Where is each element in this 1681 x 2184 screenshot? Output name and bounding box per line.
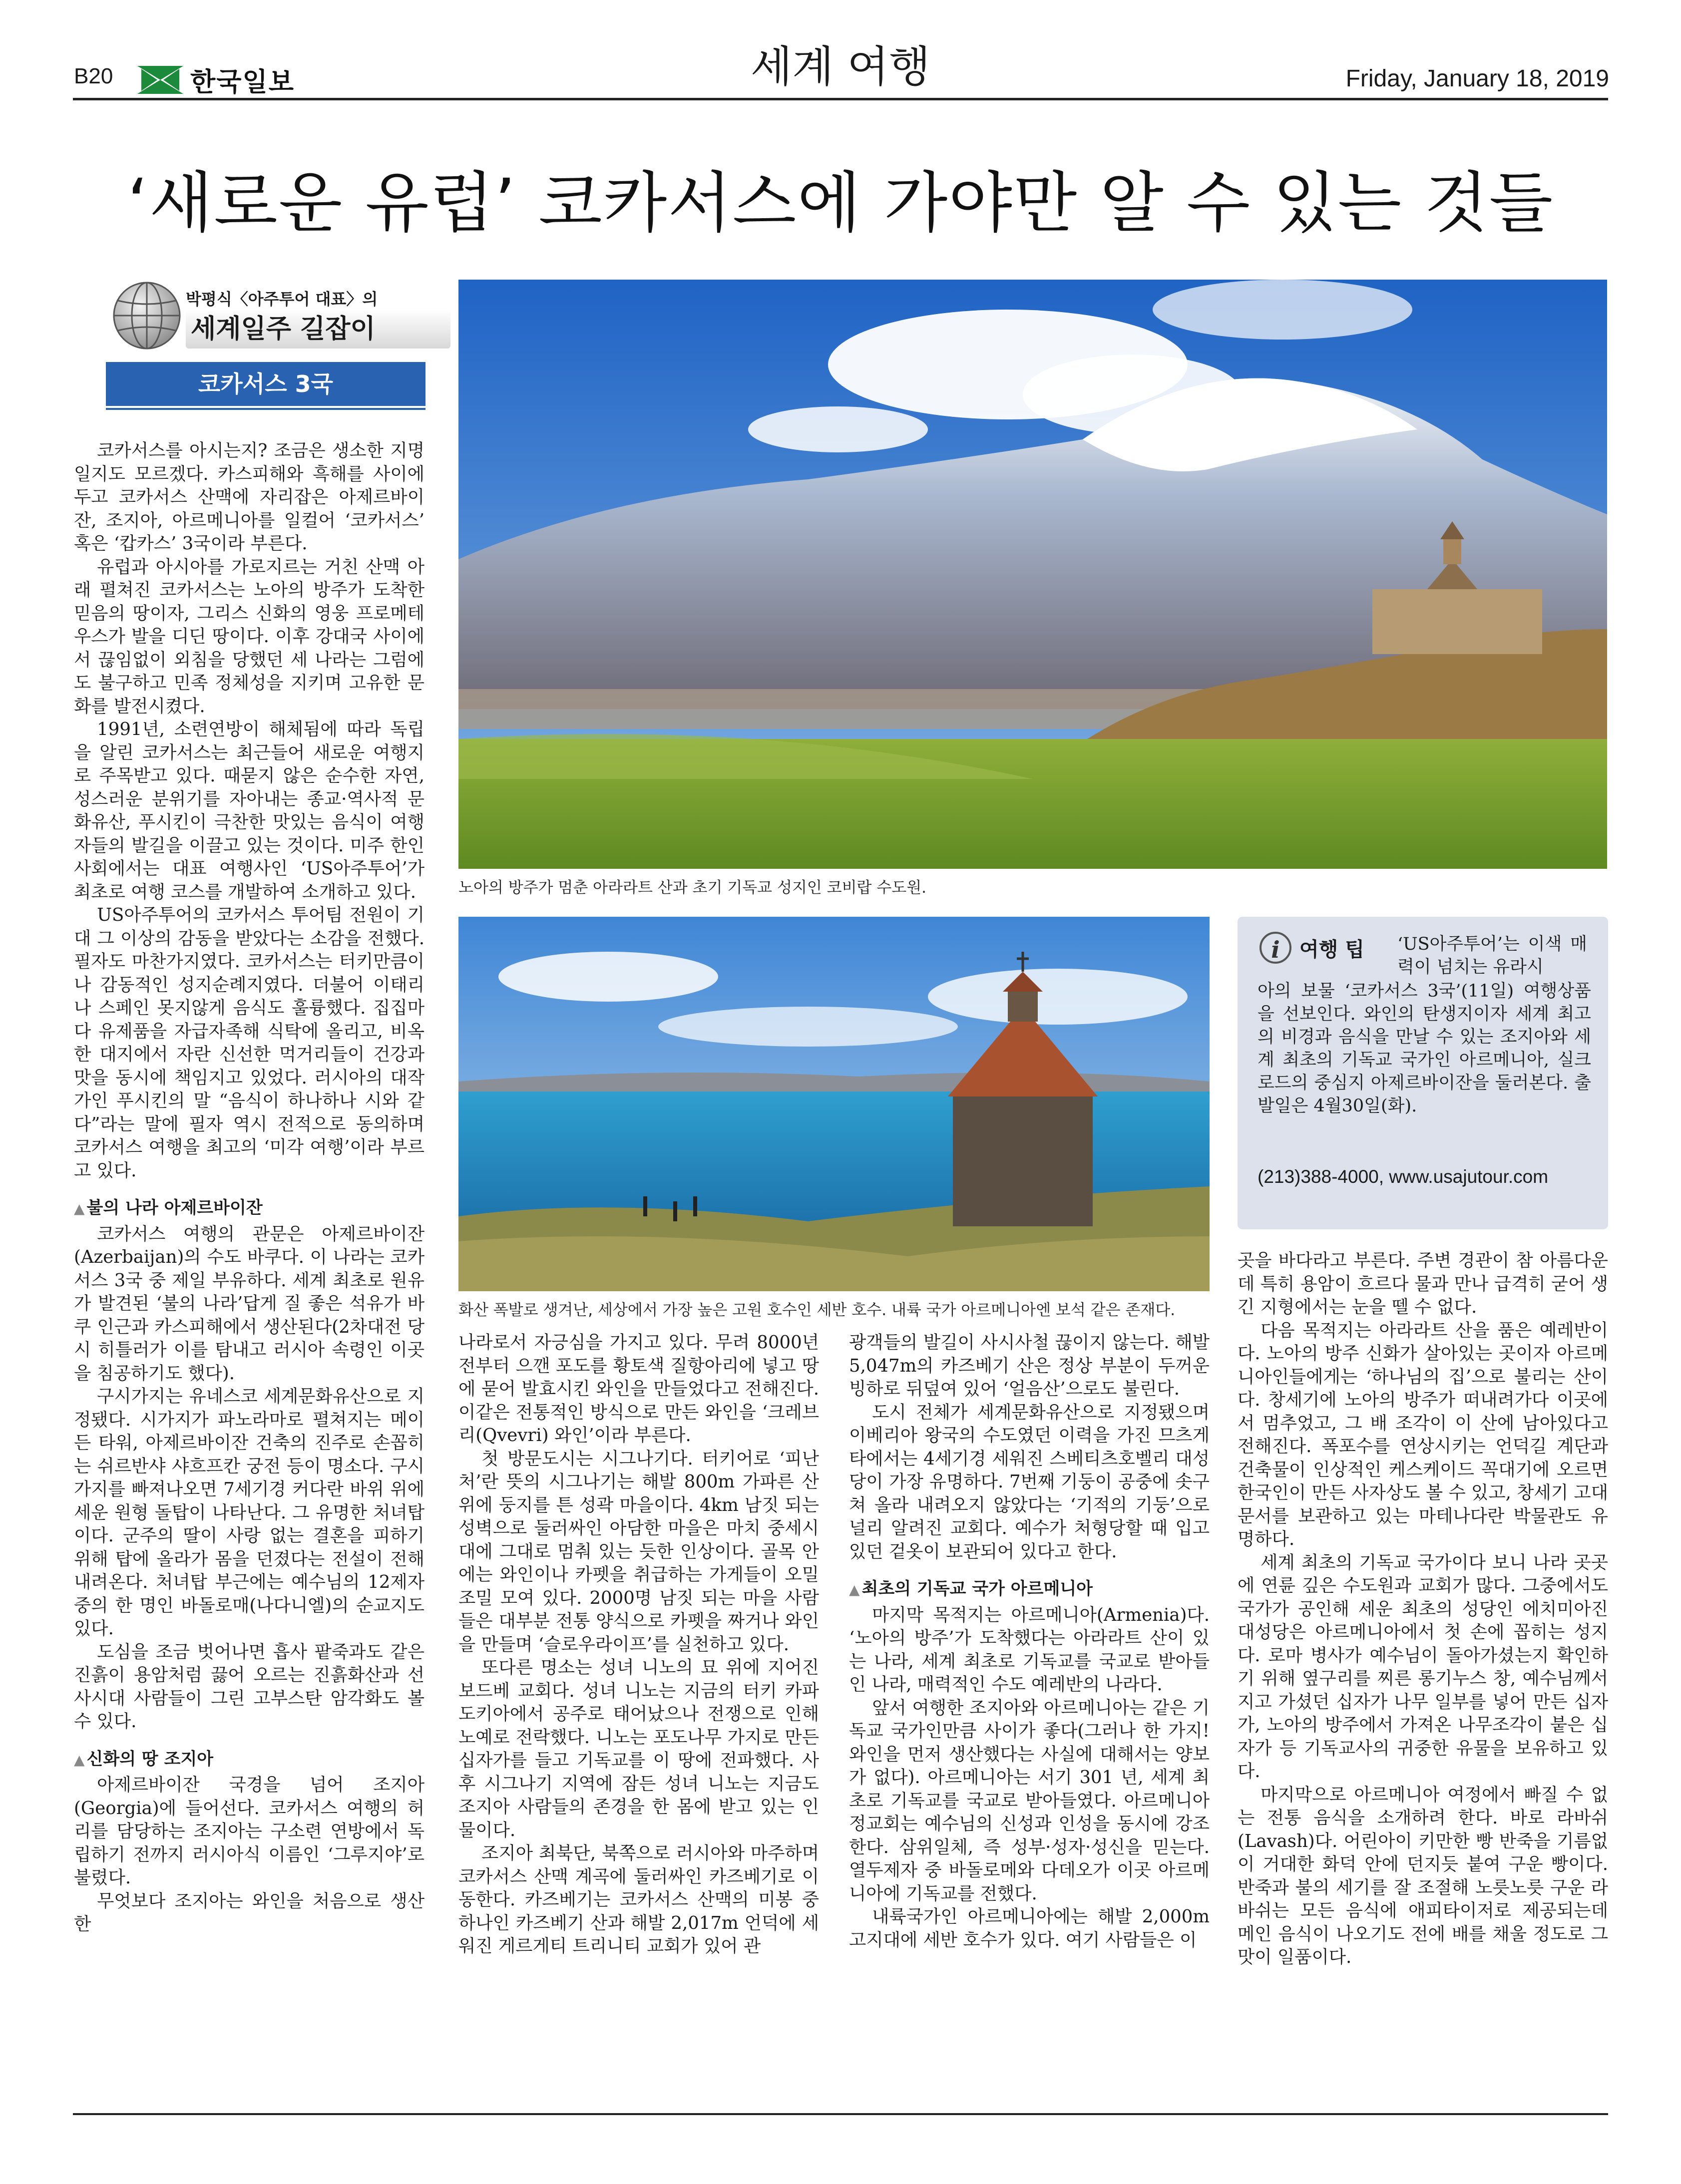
tag-underline [106, 408, 425, 410]
paragraph: 세계 최초의 기독교 국가이다 보니 나라 곳곳에 연륜 깊은 수도원과 교회가 많다. 그중에서도 국가가 공인해 세운 최초의 성당인 에치미아진 대성당은 아르메니아에서 첫 손에 꼽히는 성지다. 로마 병사가 예수님이 돌아가셨는지 확인하기 위해 옆구리를 찌른 롱기누스 창, 예수님께서 지고 가셨던 십자가 나무 일부를 넣어 만든 십자가, 노아의 방주에서 가져온 나무조각이 붙은 십자가 등 기독교사의 귀중한 유물을 보유하고 있다. [1238, 1552, 1608, 1782]
photo-caption-top: 노아의 방주가 멈춘 아라라트 산과 초기 기독교 성지인 코비랍 수도원. [458, 879, 927, 897]
section-title: 세계 여행 [751, 42, 930, 92]
subhead: ▲ 불의 나라 아제르바이잔 [74, 1198, 263, 1218]
paragraph: 나라로서 자긍심을 가지고 있다. 무려 8000년 전부터 으깬 포도를 황토색 질항아리에 넣고 땅에 묻어 발효시킨 와인을 만들었다고 전해진다. 이같은 전통적인 방식으로 만든 와인을 ‘크레브리(Qvevri) 와인’이라 부른다. [458, 1332, 819, 1446]
paragraph: 도심을 조금 벗어나면 흡사 팥죽과도 같은 진흙이 용암처럼 끓어 오르는 진흙화산과 선사시대 사람들이 그린 고부스탄 암각화도 볼 수 있다. [74, 1641, 424, 1732]
column-byline [111, 280, 445, 354]
article-column-1 [74, 439, 424, 1936]
subhead: ▲ 신화의 땅 조지아 [74, 1749, 214, 1769]
paragraph: 곳을 바다라고 부른다. 주변 경관이 참 아름다운데 특히 용암이 흐르다 물과 만나 급격히 굳어 생긴 지형에서는 눈을 뗄 수 없다. [1238, 1250, 1608, 1317]
paragraph: 조지아 최북단, 북쪽으로 러시아와 마주하며 코카서스 산맥 계곡에 둘러싸인 카즈베기로 이동한다. 카즈베기는 코카서스 산맥의 미봉 중 하나인 카즈베기 산과 해발 2,017m 언덕에 세워진 게르게티 트리니티 교회가 있어 관 [458, 1843, 819, 1956]
issue-date: Friday, January 18, 2019 [1345, 65, 1609, 92]
paragraph: 코카서스를 아시는지? 조금은 생소한 지명일지도 모르겠다. 카스피해와 흑해를 사이에 두고 코카서스 산맥에 자리잡은 아제르바이잔, 조지아, 아르메니아를 일컬어 ‘코카서스’ 혹은 ‘캅카스’ 3국이라 부른다. [74, 440, 424, 554]
article-column-4 [1238, 1249, 1608, 1969]
paragraph: 유럽과 아시아를 가로지르는 거친 산맥 아래 펼쳐진 코카서스는 노아의 방주가 도착한 믿음의 땅이자, 그리스 신화의 영웅 프로메테우스가 발을 디딘 땅이다. 이후 강대국 사이에서 끊임없이 외침을 당했던 세 나라는 그럼에도 불구하고 민족 정체성을 지키며 고유한 문화를 발전시켰다. [74, 556, 424, 717]
logo-flag-icon [137, 66, 183, 94]
paragraph: 광객들의 발길이 사시사철 끊이지 않는다. 해발 5,047m의 카즈베기 산은 정상 부분이 두꺼운 빙하로 뒤덮여 있어 ‘얼음산’으로도 불린다. [849, 1332, 1210, 1399]
paragraph: 첫 방문도시는 시그나기다. 터키어로 ‘피난처’란 뜻의 시그나기는 해발 800m 가파른 산 위에 둥지를 튼 성곽 마을이다. 4km 남짓 되는 성벽으로 둘러싸인 아담한 마을은 마치 중세시대에 그대로 멈춰 있는 듯한 인상이다. 골목 안에는 와인이나 카펫을 취급하는 가게들이 오밀조밀 모여 있다. 2000명 남짓 되는 마을 사람들은 대부분 전통 양식으로 카펫을 짜거나 와인을 만들며 ‘슬로우라이프’를 실천하고 있다. [458, 1448, 819, 1655]
paragraph: US아주투어의 코카서스 투어팀 전원이 기대 그 이상의 감동을 받았다는 소감을 전했다. 필자도 마찬가지였다. 코카서스는 터키만큼이나 감동적인 성지순례지였다. 더불어 이태리나 스페인 못지않게 음식도 훌륭했다. 집집마다 유제품을 자급자족해 식탁에 올리고, 비옥한 대지에서 자란 신선한 먹거리들이 건강과 맛을 동시에 책임지고 있었다. 러시아의 대작가인 푸시킨의 말 “음식이 하나하나 시와 같다”라는 말에 필자 역시 전적으로 동의하며 코카서스 여행을 최고의 ‘미각 여행’이라 부르고 있다. [74, 905, 424, 1181]
newspaper-logo [137, 61, 295, 98]
author-line: 박평식〈아주투어 대표〉의 [186, 290, 378, 309]
bottom-rule [73, 2113, 1608, 2115]
article-column-2 [458, 1331, 819, 1958]
photo-ararat-khor-virap [458, 280, 1607, 869]
subhead: ▲ 최초의 기독교 국가 아르메니아 [849, 1579, 1093, 1599]
paragraph: 1991년, 소련연방이 해체됨에 따라 독립을 알린 코카서스는 최근들어 새로운 여행지로 주목받고 있다. 때묻지 않은 순수한 자연, 성스러운 분위기를 자아내는 종교·역사적 문화유산, 푸시킨이 극찬한 맛있는 음식이 여행자들의 발길을 이끌고 있는 것이다. 미주 한인사회에서는 대표 여행사인 ‘US아주투어’가 최초로 여행 코스를 개발하여 소개하고 있다. [74, 719, 424, 902]
newspaper-name: 한국일보 [190, 67, 295, 97]
topic-tag: 코카서스 3국 [106, 362, 425, 406]
photo-caption-middle: 화산 폭발로 생겨난, 세상에서 가장 높은 고원 호수인 세반 호수. 내륙 국가 아르메니아엔 보석 같은 존재다. [458, 1301, 1176, 1319]
paragraph: 무엇보다 조지아는 와인을 처음으로 생산한 [74, 1890, 424, 1934]
column-name: 세계일주 길잡이 [186, 310, 450, 349]
paragraph: 다음 목적지는 아라라트 산을 품은 예레반이다. 노아의 방주 신화가 살아있는 곳이자 아르메니아인들에게는 ‘하나님의 집’으로 불리는 산이다. 창세기에 노아의 방주가 떠내려가다 이곳에서 멈추었고, 그 배 조각이 이 산에 남아있다고 전해진다. 폭포수를 연상시키는 언덕길 계단과 건축물이 인상적인 케스케이드 꼭대기에 오르면 한국인이 만든 사자상도 볼 수 있고, 창세기 고대문서를 보관하고 있는 마테나다란 박물관도 유명하다. [1238, 1320, 1608, 1549]
paragraph: 앞서 여행한 조지아와 아르메니아는 같은 기독교 국가인만큼 사이가 좋다(그러나 한 가지! 와인을 먼저 생산했다는 사실에 대해서는 양보가 없다). 아르메니아는 서기 301 년, 세계 최초로 기독교를 국교로 받아들였다. 아르메니아 정교회는 예수님의 신성과 인성을 동시에 강조한다. 삼위일체, 즉 성부·성자·성신을 믿는다. 열두제자 중 바돌로메와 다데오가 이곳 아르메니아에 기독교를 전했다. [849, 1697, 1210, 1904]
travel-tip-box [1238, 917, 1608, 1229]
paragraph: 구시가지는 유네스코 세계문화유산으로 지정됐다. 시가지가 파노라마로 펼쳐지는 메이든 타워, 아제르바이잔 건축의 진주로 손꼽히는 쉬르반샤 샤흐프칸 궁전 등이 명소다. 구시가지를 빠져나오면 7세기경 커다란 바위 위에 세운 원형 돌탑이 나타난다. 그 유명한 처녀탑이다. 군주의 딸이 사랑 없는 결혼을 피하기 위해 탑에 올라가 몸을 던졌다는 전설이 전해 내려온다. 처녀탑 부근에는 예수님의 12제자 중의 한 명인 바돌로매(나다니엘)의 순교지도 있다. [74, 1386, 424, 1639]
article-column-3 [849, 1331, 1210, 1952]
paragraph: 아제르바이잔 국경을 넘어 조지아(Georgia)에 들어선다. 코카서스 여행의 허리를 담당하는 조지아는 구소련 연방에서 독립하기 전까지 러시아식 이름인 ‘그루지야’로 불렸다. [74, 1775, 424, 1888]
tip-intro: ‘US아주투어’는 이색 매력이 넘치는 유라시 [1397, 934, 1587, 977]
tip-body: 아의 보물 ‘코카서스 3국’(11일) 여행상품을 선보인다. 와인의 탄생지이자 세계 최고의 비경과 음식을 만날 수 있는 조지아와 세계 최초의 기독교 국가인 아르메니아, 실크로드의 중심지 아제르바이잔을 둘러본다. 출발일은 4월30일(화). [1258, 981, 1591, 1116]
paragraph: 코카서스 여행의 관문은 아제르바이잔(Azerbaijan)의 수도 바쿠다. 이 나라는 코카서스 3국 중 제일 부유하다. 세계 최초로 원유가 발견된 ‘불의 나라’답게 질 좋은 석유가 바쿠 인근과 카스피해에서 생산된다(2차대전 당시 히틀러가 이를 탐내고 러시아 속령인 이곳을 침공하기도 했다). [74, 1223, 424, 1384]
paragraph: 도시 전체가 세계문화유산으로 지정됐으며 이베리아 왕국의 수도였던 이력을 가진 므츠게타에서는 4세기경 세워진 스베티츠호벨리 대성당이 가장 유명하다. 7번째 기둥이 공중에 솟구쳐 올라 내려오지 않았다는 ‘기적의 기둥’으로 널리 알려진 교회다. 예수가 처형당할 때 입고 있던 겉옷이 보관되어 있다고 한다. [849, 1402, 1210, 1562]
page-number: B20 [74, 64, 113, 88]
paragraph: 또다른 명소는 성녀 니노의 묘 위에 지어진 보드베 교회다. 성녀 니노는 지금의 터키 카파도키아에서 공주로 태어났으나 전쟁으로 인해 노예로 전락했다. 니노는 포도나무 가지로 만든 십자가를 들고 기독교를 이 땅에 전파했다. 사후 시그나기 지역에 잠든 성녀 니노는 지금도 조지아 사람들의 존경을 한 몸에 받고 있는 인물이다. [458, 1657, 819, 1840]
paragraph: 마지막 목적지는 아르메니아(Armenia)다. ‘노아의 방주’가 도착했다는 아라라트 산이 있는 나라, 세계 최초로 기독교를 국교로 받아들인 나라, 매력적인 수도 예레반의 나라다. [849, 1604, 1210, 1695]
tip-contact: (213)388-4000, www.usajutour.com [1258, 1166, 1549, 1187]
paragraph: 내륙국가인 아르메니아에는 해발 2,000m 고지대에 세반 호수가 있다. 여기 사람들은 이 [849, 1906, 1210, 1950]
info-icon: i [1260, 932, 1291, 964]
tip-header [1260, 932, 1364, 964]
headline: ‘새로운 유럽’ 코카서스에 가야만 알 수 있는 것들 [127, 165, 1554, 242]
masthead-rule [73, 98, 1608, 100]
tip-title: 여행 팁 [1299, 938, 1364, 961]
globe-icon [111, 280, 183, 352]
photo-lake-sevan [458, 917, 1210, 1291]
paragraph: 마지막으로 아르메니아 여정에서 빠질 수 없는 전통 음식을 소개하려 한다. 바로 라바쉬(Lavash)다. 어린아이 키만한 빵 반죽을 기름없이 거대한 화덕 안에 던지듯 붙여 구운 빵이다. 반죽과 불의 세기를 잘 조절해 노릇노릇 구운 라바쉬는 모든 음식에 애피타이저로 제공되는데 메인 음식이 나오기도 전에 배를 채울 정도로 그 맛이 일품이다. [1238, 1784, 1608, 1967]
